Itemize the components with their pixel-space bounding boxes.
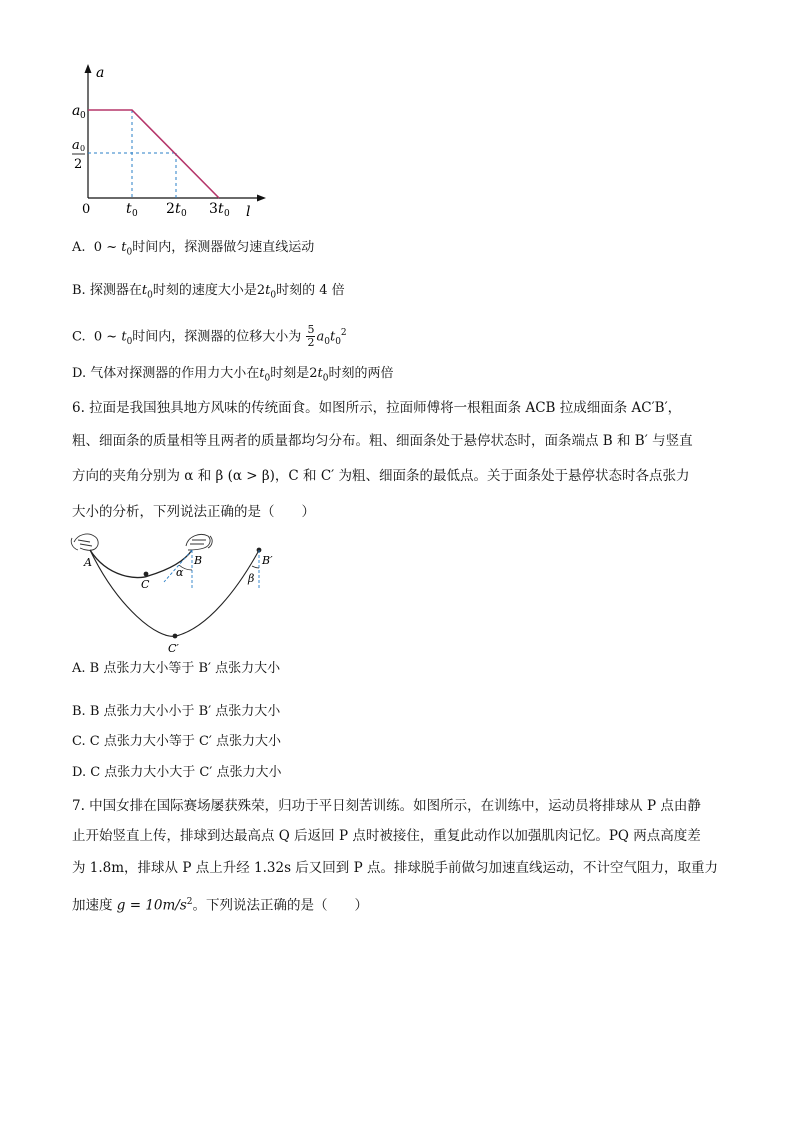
x-tick-t0-sub: 0 (132, 209, 138, 219)
x-tick-2t0: t (175, 201, 181, 217)
label-b-prime: B′ (262, 554, 273, 567)
x-tick-3t0-coef: 3 (209, 201, 218, 217)
five-halves-fraction: $\frac{5}{2}$ (307, 323, 315, 350)
x-tick-2t0-sub: 0 (181, 209, 187, 219)
gravity-formula: g = 10m/s (116, 897, 187, 914)
x-tick-2t0-coef: 2 (166, 201, 175, 217)
left-hand-icon (71, 534, 98, 550)
y-tick-half-num-sub: 0 (80, 144, 86, 153)
q6-option-b[interactable]: B. B 点张力大小小于 B′ 点张力大小 (72, 704, 281, 719)
y-axis-arrow (85, 64, 92, 73)
q6-stem-line-2: 粗、细面条的质量相等且两者的质量都均匀分布。粗、细面条处于悬停状态时，面条端点 B 和 B′ 与竖直 (72, 433, 693, 449)
x-axis-arrow (257, 195, 266, 202)
origin-label: 0 (82, 202, 91, 217)
point-c-prime (173, 634, 178, 639)
q6-stem-line-4: 大小的分析，下列说法正确的是（ ） (72, 504, 315, 520)
label-alpha: α (176, 566, 184, 579)
q6-option-a[interactable]: A. B 点张力大小等于 B′ 点张力大小 (72, 661, 281, 676)
q7-stem-line-3: 为 1.8m，排球从 P 点上升经 1.32s 后又回到 P 点。排球脱手前做匀加速直线运动，不计空气阻力，取重力 (72, 860, 718, 876)
x-tick-3t0: t (218, 201, 224, 217)
q7-stem-line-4: 加速度 $g = 10m/s^2$。下列说法正确的是（ ） (72, 897, 369, 914)
y-tick-half-den: 2 (74, 157, 83, 172)
acceleration-displacement-graph (60, 60, 270, 225)
y-tick-a0-sub: 0 (80, 111, 86, 121)
point-c (144, 572, 149, 577)
x-tick-t0: t (126, 201, 132, 217)
label-a: A (84, 556, 92, 569)
q7-stem-line-1: 7. 中国女排在国际赛场屡获殊荣，归功于平日刻苦训练。如图所示，在训练中，运动员将排球从 P 点由静 (72, 798, 701, 814)
beta-arc (252, 566, 259, 568)
q6-stem-line-3: 方向的夹角分别为 α 和 β (α > β)，C 和 C′ 为粗、细面条的最低点。关于面条处于悬停状态时各点张力 (72, 468, 690, 484)
label-b: B (194, 554, 203, 567)
q5-option-d[interactable]: D. 气体对探测器的作用力大小在$t_0$时刻是$2t_0$时刻的两倍 (72, 366, 394, 384)
acceleration-curve (88, 110, 219, 198)
noodle-figure (68, 528, 288, 658)
label-c: C (141, 578, 150, 591)
q5-option-c[interactable]: C. 0 ~ $t_0$时间内，探测器的位移大小为 $\frac{5}{2}$ $a_0t_0^2$ (72, 323, 347, 350)
q5-option-a[interactable]: A. 0 ~ $t_0$时间内，探测器做匀速直线运动 (72, 240, 315, 258)
y-tick-a0: a (72, 103, 81, 119)
q5-option-b[interactable]: B. 探测器在$t_0$时刻的速度大小是$2t_0$时刻的 4 倍 (72, 283, 345, 301)
y-tick-half-num: a (72, 138, 80, 153)
q6-option-c[interactable]: C. C 点张力大小等于 C′ 点张力大小 (72, 734, 281, 749)
q6-option-d[interactable]: D. C 点张力大小大于 C′ 点张力大小 (72, 765, 282, 780)
x-axis-label: l (246, 204, 251, 220)
y-axis-label: a (96, 65, 105, 81)
thin-noodle-acb-prime (90, 550, 258, 636)
q7-stem-line-2: 止开始竖直上传，排球到达最高点 Q 后返回 P 点时被接住，重复此动作以加强肌肉记忆。PQ 两点高度差 (72, 828, 701, 844)
q6-stem-line-1: 6. 拉面是我国独具地方风味的传统面食。如图所示，拉面师傅将一根粗面条 ACB 拉成细面条 AC′B′， (72, 400, 682, 416)
label-beta: β (248, 572, 255, 585)
right-hand-icon (186, 534, 212, 550)
label-c-prime: C′ (168, 642, 179, 655)
x-tick-3t0-sub: 0 (224, 209, 230, 219)
